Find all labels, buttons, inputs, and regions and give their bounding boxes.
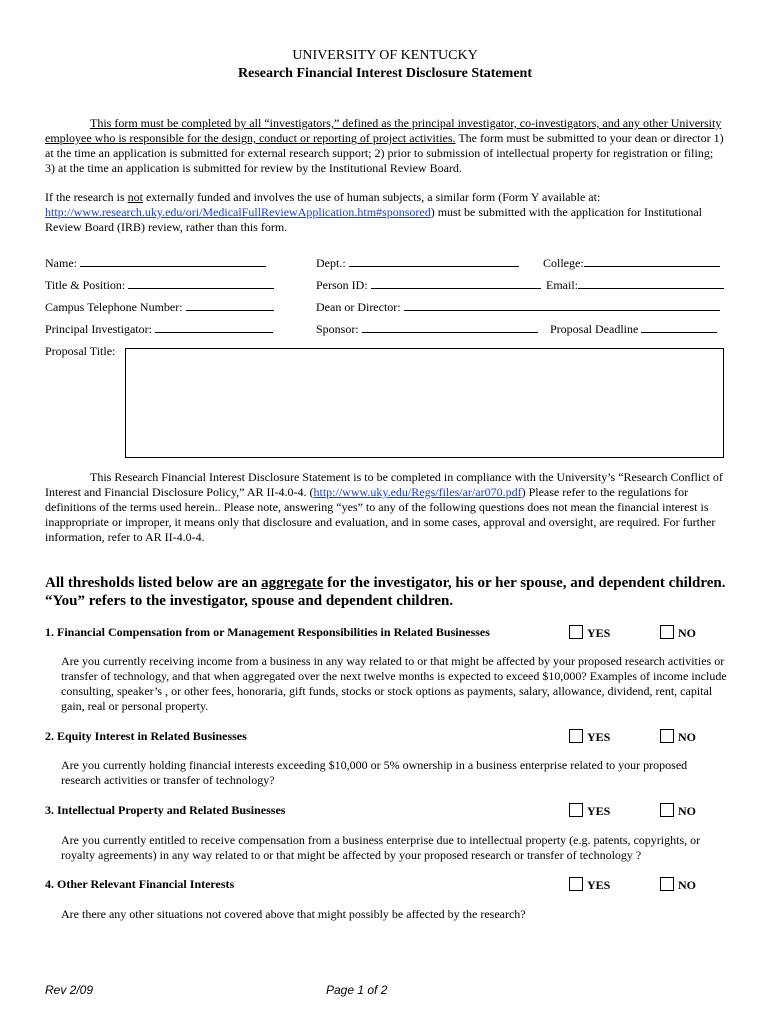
question-1-text: Are you currently receiving income from a business in any way related to or that might be affected by your proposed research activities or transfer of technology, and that when aggregated over the next twelve months is expected to exceed $10,000? Examples of income include consulting, speaker’s , or other fees, honoraria, gift funds, stocks or stock options as payments, salary, allowance, dividend, rent, capital gain, real or personal property. [61,654,727,713]
yes-label: YES [587,878,611,892]
form-title: Research Financial Interest Disclosure Statement [238,66,532,81]
name-field[interactable] [45,255,266,271]
campus-phone-line[interactable] [186,299,274,311]
college-line[interactable] [584,255,720,267]
q1-yes-checkbox[interactable] [569,625,583,639]
intro-paragraph [45,116,725,176]
irb-text: If the research is [45,190,128,204]
irb-paragraph [45,190,725,235]
email-label: Email: [546,278,578,292]
q1-no-checkbox[interactable] [660,625,674,639]
person-id-line[interactable] [371,277,541,289]
q4-yes-checkbox[interactable] [569,877,583,891]
q2-no-checkbox[interactable] [660,729,674,743]
not-underlined: not [127,190,143,204]
intro-underlined: This form must be completed by all “investigators,” defined as the principal investigator, co-investigators, and any other University employee who is responsible for the design, conduct or reporting of project activities. [45,116,722,145]
college-label: College: [543,256,584,270]
q4-no-checkbox[interactable] [660,877,674,891]
aggregate-underlined: aggregate [261,575,324,591]
title-position-field[interactable] [45,277,274,293]
no-label: NO [678,730,696,744]
compliance-paragraph [45,470,725,545]
dean-line[interactable] [404,299,720,311]
yes-label: YES [587,730,611,744]
q3-yes-checkbox[interactable] [569,803,583,817]
title-position-line[interactable] [128,277,274,289]
page-number: Page 1 of 2 [326,983,388,997]
sponsor-line[interactable] [362,321,538,333]
deadline-field[interactable] [550,321,717,337]
proposal-title-box[interactable] [125,348,724,458]
campus-phone-field[interactable] [45,299,274,315]
thresholds-text: All thresholds listed below are an [45,575,262,591]
question-2-text: Are you currently holding financial interests exceeding $10,000 or 5% ownership in a business enterprise related to your proposed research activities or transfer of technology? [61,758,688,787]
email-field[interactable] [546,277,724,293]
proposal-title-label: Proposal Title: [45,344,116,358]
q3-yes-option[interactable] [569,803,610,819]
question-3-heading: 3. Intellectual Property and Related Businesses [45,803,286,817]
no-label: NO [678,804,696,818]
thresholds-text-2: for the investigator, his or her spouse, and dependent children. “You” refers to the investigator, spouse and dependent children. [45,575,726,609]
q2-yes-checkbox[interactable] [569,729,583,743]
person-id-label: Person ID: [316,278,368,292]
title-position-label: Title & Position: [45,278,126,292]
dept-field[interactable] [316,255,519,271]
pi-label: Principal Investigator: [45,322,152,336]
compliance-text-2: ) Please refer to the regulations for definitions of the terms used herein.. Please note, answering “yes” to any of the following questions does not mean the financial interest is inappropriate or improper, it means only that disclosure and evaluation, and in some cases, approval and oversight, are required. For further information, refer to AR II-4.0-4. [45,485,716,544]
name-label: Name: [45,256,77,270]
email-line[interactable] [578,277,724,289]
dean-field[interactable] [316,299,720,315]
campus-phone-label: Campus Telephone Number: [45,300,183,314]
no-label: NO [678,878,696,892]
q3-no-checkbox[interactable] [660,803,674,817]
college-field[interactable] [543,255,720,271]
no-label: NO [678,626,696,640]
q4-no-option[interactable] [660,877,696,893]
q1-no-option[interactable] [660,625,696,641]
name-line[interactable] [80,255,266,267]
pi-field[interactable] [45,321,273,337]
university-name: UNIVERSITY OF KENTUCKY [292,48,478,63]
yes-label: YES [587,626,611,640]
irb-text-3: ) must be submitted with the application for Institutional Review Board (IRB) review, rather than this form. [45,205,702,234]
thresholds-heading [45,574,735,610]
compliance-text: This Research Financial Interest Disclosure Statement is to be completed in compliance with the University’s “Research Conflict of Interest and Financial Disclosure Policy,” AR II-4.0-4. ( [45,470,723,499]
q2-yes-option[interactable] [569,729,610,745]
q3-no-option[interactable] [660,803,696,819]
pi-line[interactable] [155,321,273,333]
policy-link[interactable]: http://www.uky.edu/Regs/files/ar/ar070.pdf [313,485,522,499]
deadline-line[interactable] [641,321,717,333]
question-4-text: Are there any other situations not covered above that might possibly be affected by the research? [61,907,526,921]
q1-yes-option[interactable] [569,625,610,641]
person-id-field[interactable] [316,277,541,293]
sponsor-field[interactable] [316,321,538,337]
dept-line[interactable] [349,255,519,267]
dept-label: Dept.: [316,256,346,270]
yes-label: YES [587,804,611,818]
q4-yes-option[interactable] [569,877,610,893]
revision-label: Rev 2/09 [45,983,94,997]
deadline-label: Proposal Deadline [550,322,639,336]
question-1-heading: 1. Financial Compensation from or Management Responsibilities in Related Businesses [45,625,490,639]
question-3-text: Are you currently entitled to receive compensation from a business enterprise due to intellectual property (e.g. patents, copyrights, or royalty agreements) in any way related to or that might be affected by your proposed research or transfer of technology ? [61,833,701,862]
q2-no-option[interactable] [660,729,696,745]
question-2-heading: 2. Equity Interest in Related Businesses [45,729,247,743]
question-4-heading: 4. Other Relevant Financial Interests [45,877,235,891]
irb-text-2: externally funded and involves the use of human subjects, a similar form (Form Y available at: [142,190,601,204]
intro-rest: The form must be submitted to your dean or director 1) at the time an application is submitted for external research support; 2) prior to submission of intellectual property for registration or filing; 3) at the time an application is submitted for review by the Institutional Review Board. [45,131,724,175]
dean-label: Dean or Director: [316,300,401,314]
irb-form-link[interactable]: http://www.research.uky.edu/ori/MedicalFullReviewApplication.htm#sponsored [45,205,431,219]
sponsor-label: Sponsor: [316,322,359,336]
